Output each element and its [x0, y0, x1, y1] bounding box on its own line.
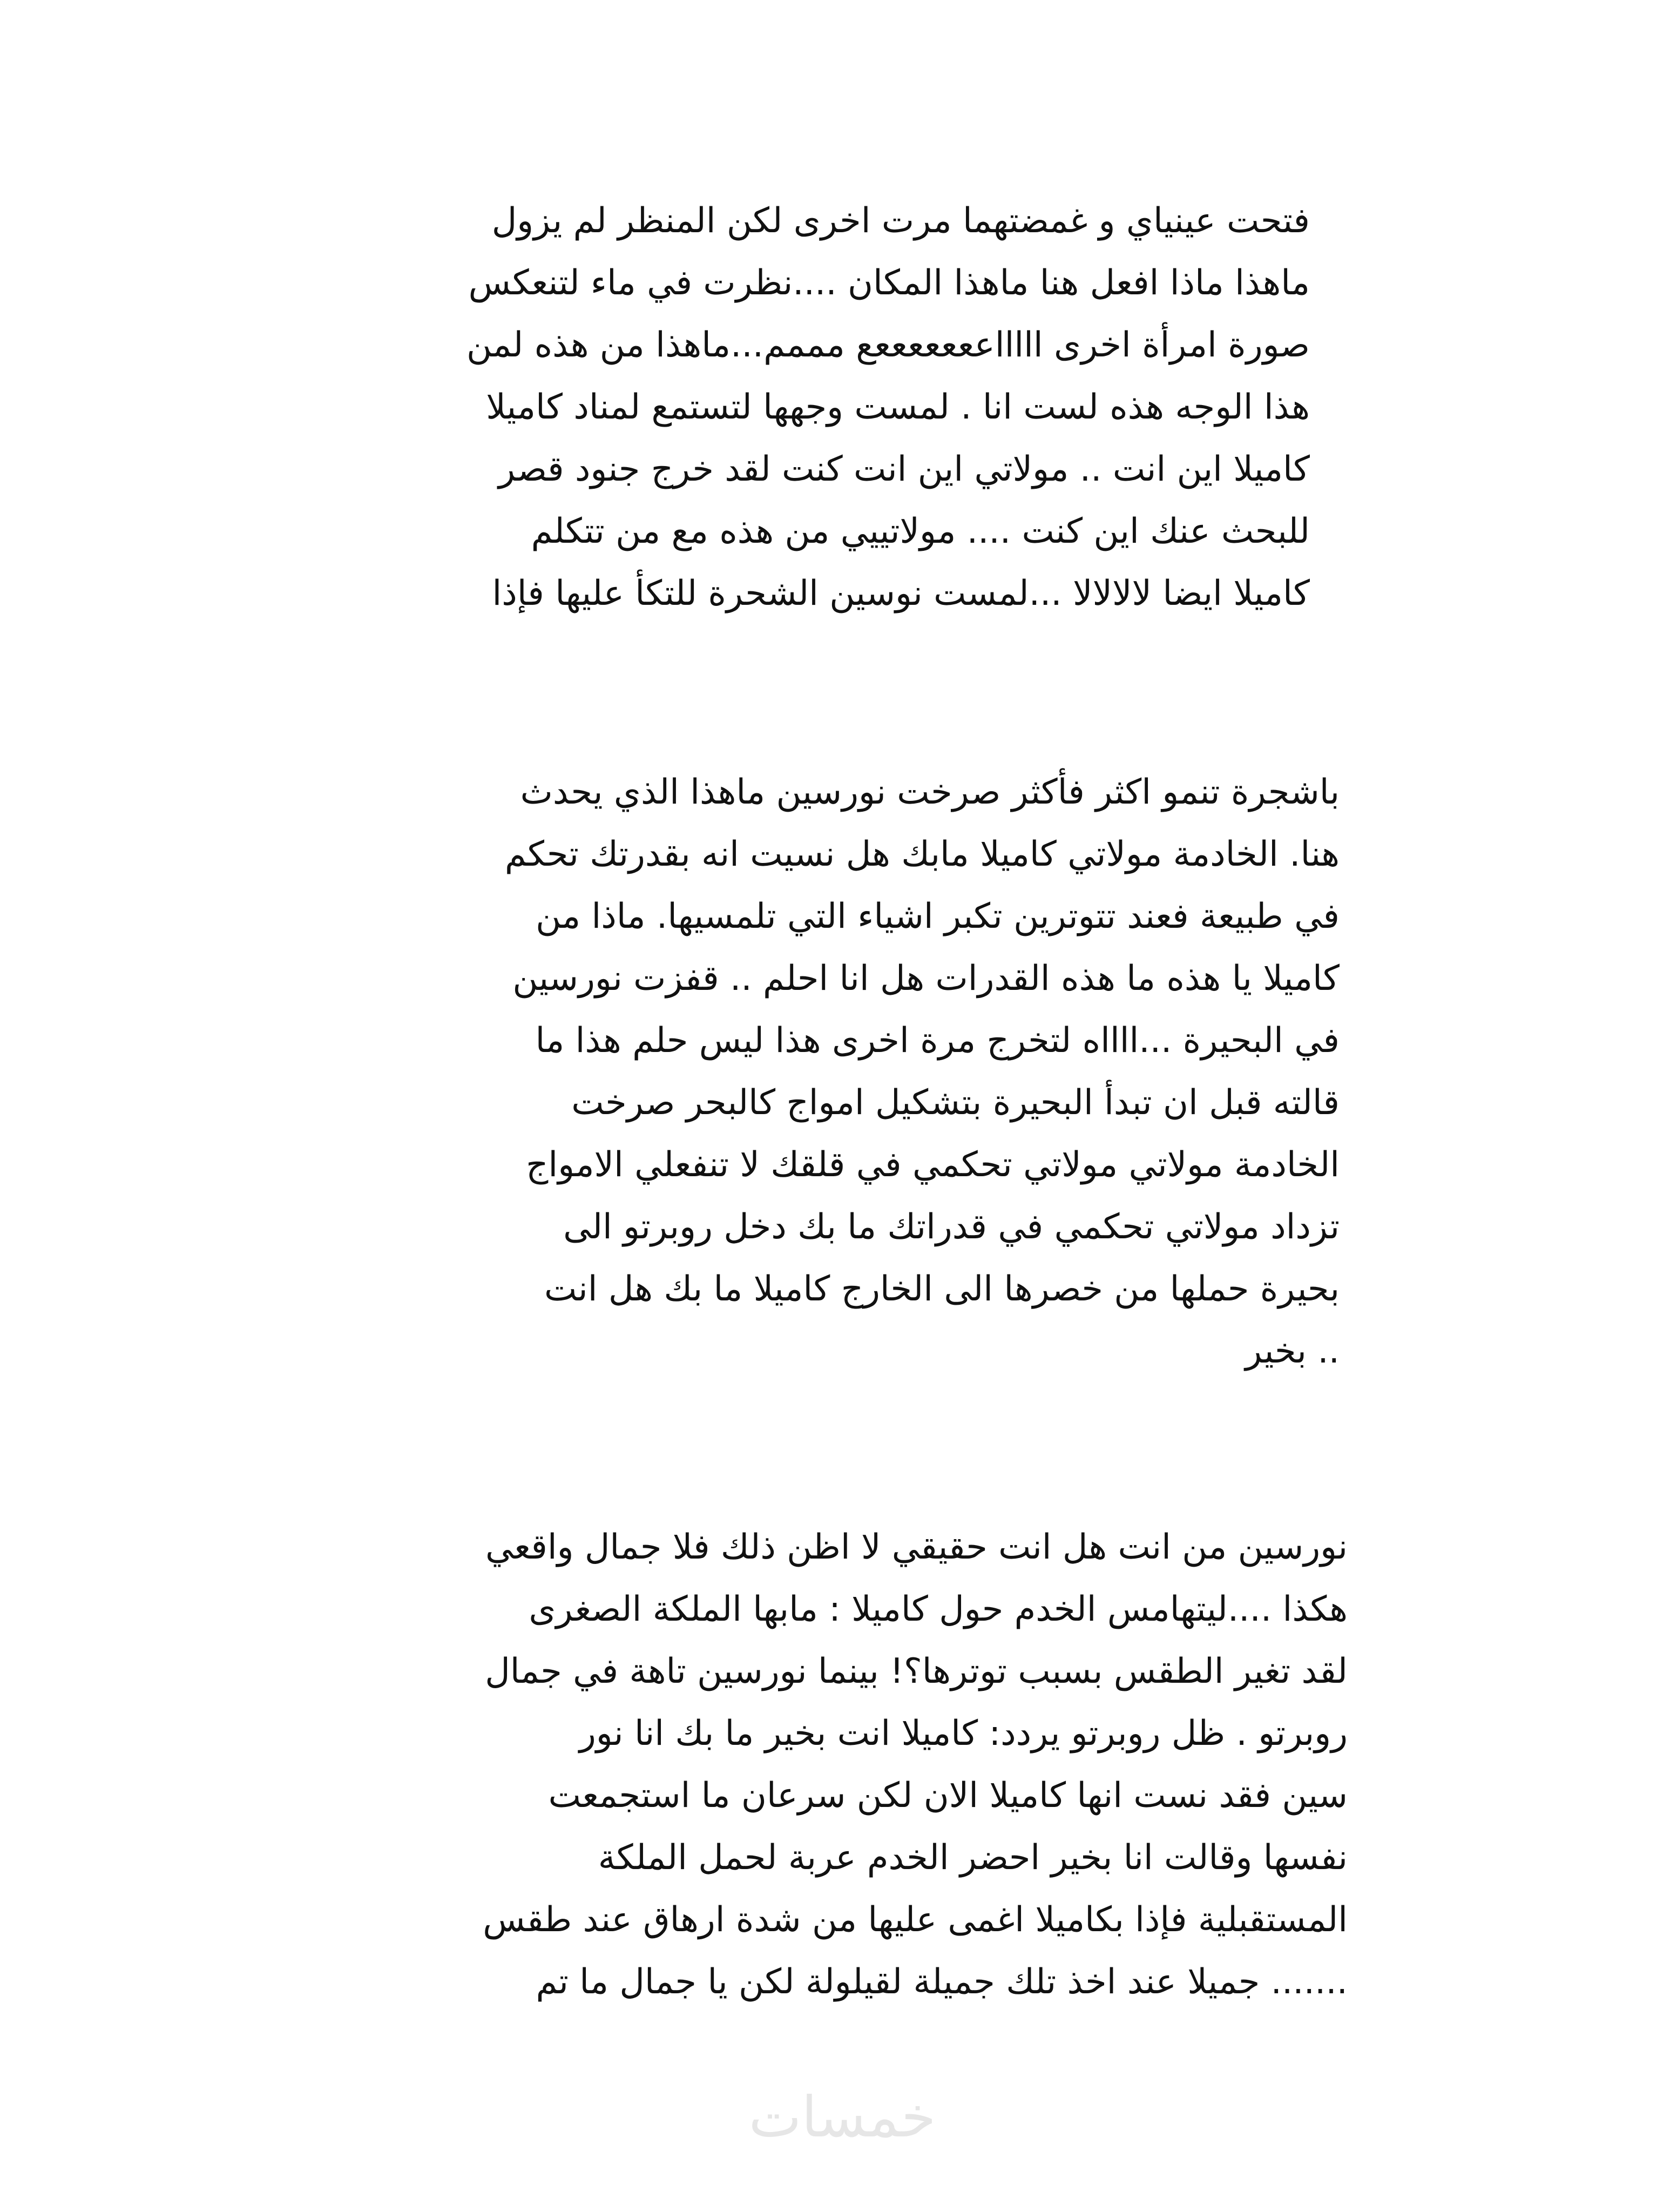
text-line: قالته قبل ان تبدأ البحيرة بتشكيل امواج كالبحر صرخت [571, 1083, 1340, 1123]
text-line: الخادمة مولاتي مولاتي تحكمي في قلقك لا تنفعلي الامواج [526, 1145, 1340, 1185]
text-line: للبحث عنك اين كنت .... مولاتييي من هذه مع من تتكلم [531, 511, 1310, 551]
text-line: هكذا ....ليتهامس الخدم حول كاميلا : مابها الملكة الصغرى [529, 1589, 1348, 1629]
text-line: .. بخير [1245, 1331, 1340, 1371]
text-line: هذا الوجه هذه لست انا . لمست وجهها لتستمع لمناد كاميلا [486, 387, 1310, 427]
text-line: كاميلا ايضا لالالالا ...لمست نوسين الشحرة للتكأ عليها فإذا [492, 574, 1310, 613]
text-line: تزداد مولاتي تحكمي في قدراتك ما بك دخل روبرتو الى [563, 1207, 1340, 1247]
text-line: في البحيرة ...ااااه لتخرج مرة اخرى هذا ليس حلم هذا ما [535, 1021, 1340, 1061]
text-line: المستقبلية فإذا بكاميلا اغمى عليها من شدة ارهاق عند طقس [483, 1900, 1348, 1940]
text-line: صورة امرأة اخرى اااااعععععععع مممم...ماهذا من هذه لمن [466, 325, 1310, 365]
text-line: باشجرة تنمو اكثر فأكثر صرخت نورسين ماهذا الذي يحدث [520, 772, 1340, 812]
text-line: بحيرة حملها من خصرها الى الخارج كاميلا ما بك هل انت [544, 1269, 1340, 1309]
text-line: نورسين من انت هل انت حقيقي لا اظن ذلك فلا جمال واقعي [485, 1527, 1348, 1567]
text-line: روبرتو . ظل روبرتو يردد: كاميلا انت بخير ما بك انا نور [579, 1714, 1348, 1754]
text-line: لقد تغير الطقس بسبب توترها؟! بينما نورسين تاهة في جمال [485, 1651, 1348, 1691]
text-line: كاميلا يا هذه ما هذه القدرات هل انا احلم .. قفزت نورسين [512, 959, 1340, 999]
text-line: هنا. الخادمة مولاتي كاميلا مابك هل نسيت انه بقدرتك تحكم [504, 834, 1340, 874]
text-line: كاميلا اين انت .. مولاتي اين انت كنت لقد خرج جنود قصر [498, 449, 1310, 489]
text-line: فتحت عينياي و غمضتهما مرت اخرى لكن المنظر لم يزول [491, 201, 1310, 241]
paragraph-2 [389, 761, 1340, 1382]
paragraph-1 [414, 190, 1310, 625]
text-line: في طبيعة فعند تتوترين تكبر اشياء التي تلمسيها. ماذا من [536, 896, 1340, 936]
paragraph-3 [387, 1516, 1348, 2013]
watermark-logo: خمسات [748, 2084, 936, 2150]
text-line: ماهذا ماذا افعل هنا ماهذا المكان ....نظرت في ماء لتنعكس [468, 263, 1310, 303]
text-line: نفسها وقالت انا بخير احضر الخدم عربة لحمل الملكة [598, 1838, 1348, 1878]
text-line: ....... جميلا عند اخذ تلك جميلة لقيلولة لكن يا جمال ما تم [536, 1962, 1348, 2002]
text-line: سين فقد نست انها كاميلا الان لكن سرعان ما استجمعت [548, 1776, 1348, 1816]
